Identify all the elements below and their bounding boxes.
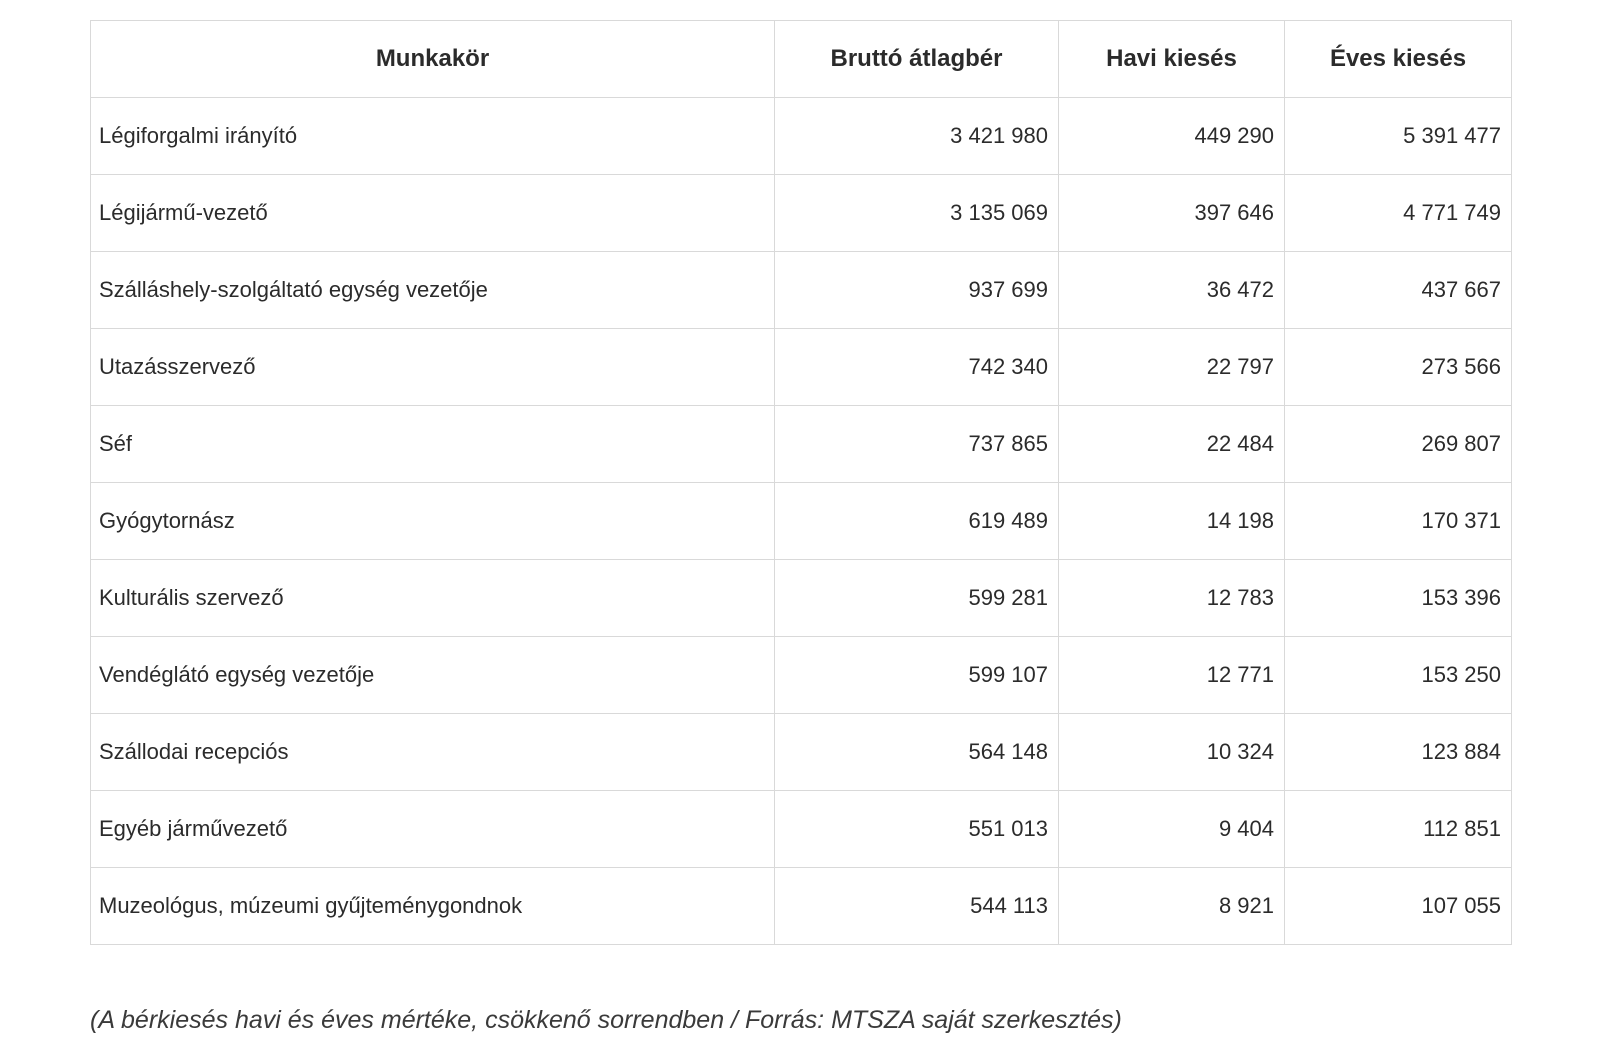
gross-salary-cell: 544 113 [775, 868, 1059, 945]
gross-salary-cell: 3 135 069 [775, 175, 1059, 252]
annual-loss-cell: 4 771 749 [1285, 175, 1512, 252]
gross-salary-cell: 937 699 [775, 252, 1059, 329]
header-annual-loss: Éves kiesés [1285, 21, 1512, 98]
table-row [91, 483, 1512, 560]
job-cell: Kulturális szervező [91, 560, 775, 637]
table-row [91, 791, 1512, 868]
gross-salary-cell: 599 281 [775, 560, 1059, 637]
annual-loss-cell: 273 566 [1285, 329, 1512, 406]
header-monthly-loss: Havi kiesés [1059, 21, 1285, 98]
monthly-loss-cell: 449 290 [1059, 98, 1285, 175]
table-row [91, 560, 1512, 637]
annual-loss-cell: 107 055 [1285, 868, 1512, 945]
gross-salary-cell: 599 107 [775, 637, 1059, 714]
job-cell: Szállodai recepciós [91, 714, 775, 791]
table-row [91, 98, 1512, 175]
table-row [91, 252, 1512, 329]
gross-salary-cell: 564 148 [775, 714, 1059, 791]
table-row [91, 637, 1512, 714]
salary-table-container [90, 20, 1511, 945]
gross-salary-cell: 619 489 [775, 483, 1059, 560]
monthly-loss-cell: 22 797 [1059, 329, 1285, 406]
table-caption: (A bérkiesés havi és éves mértéke, csökkenő sorrendben / Forrás: MTSZA saját szerkesztés) [90, 1006, 1122, 1034]
annual-loss-cell: 123 884 [1285, 714, 1512, 791]
monthly-loss-cell: 12 771 [1059, 637, 1285, 714]
monthly-loss-cell: 12 783 [1059, 560, 1285, 637]
job-cell: Utazásszervező [91, 329, 775, 406]
annual-loss-cell: 269 807 [1285, 406, 1512, 483]
table-row [91, 714, 1512, 791]
annual-loss-cell: 153 250 [1285, 637, 1512, 714]
job-cell: Gyógytornász [91, 483, 775, 560]
monthly-loss-cell: 397 646 [1059, 175, 1285, 252]
gross-salary-cell: 742 340 [775, 329, 1059, 406]
annual-loss-cell: 170 371 [1285, 483, 1512, 560]
job-cell: Séf [91, 406, 775, 483]
job-cell: Légijármű-vezető [91, 175, 775, 252]
job-cell: Egyéb járművezető [91, 791, 775, 868]
monthly-loss-cell: 8 921 [1059, 868, 1285, 945]
annual-loss-cell: 153 396 [1285, 560, 1512, 637]
annual-loss-cell: 5 391 477 [1285, 98, 1512, 175]
table-header-row [91, 21, 1512, 98]
header-job: Munkakör [91, 21, 775, 98]
monthly-loss-cell: 22 484 [1059, 406, 1285, 483]
job-cell: Szálláshely-szolgáltató egység vezetője [91, 252, 775, 329]
table-row [91, 406, 1512, 483]
job-cell: Légiforgalmi irányító [91, 98, 775, 175]
gross-salary-cell: 551 013 [775, 791, 1059, 868]
monthly-loss-cell: 10 324 [1059, 714, 1285, 791]
job-cell: Muzeológus, múzeumi gyűjteménygondnok [91, 868, 775, 945]
annual-loss-cell: 437 667 [1285, 252, 1512, 329]
monthly-loss-cell: 9 404 [1059, 791, 1285, 868]
annual-loss-cell: 112 851 [1285, 791, 1512, 868]
monthly-loss-cell: 36 472 [1059, 252, 1285, 329]
table-row [91, 868, 1512, 945]
gross-salary-cell: 737 865 [775, 406, 1059, 483]
header-gross-salary: Bruttó átlagbér [775, 21, 1059, 98]
gross-salary-cell: 3 421 980 [775, 98, 1059, 175]
table-row [91, 175, 1512, 252]
salary-table [90, 20, 1512, 945]
monthly-loss-cell: 14 198 [1059, 483, 1285, 560]
job-cell: Vendéglátó egység vezetője [91, 637, 775, 714]
table-row [91, 329, 1512, 406]
